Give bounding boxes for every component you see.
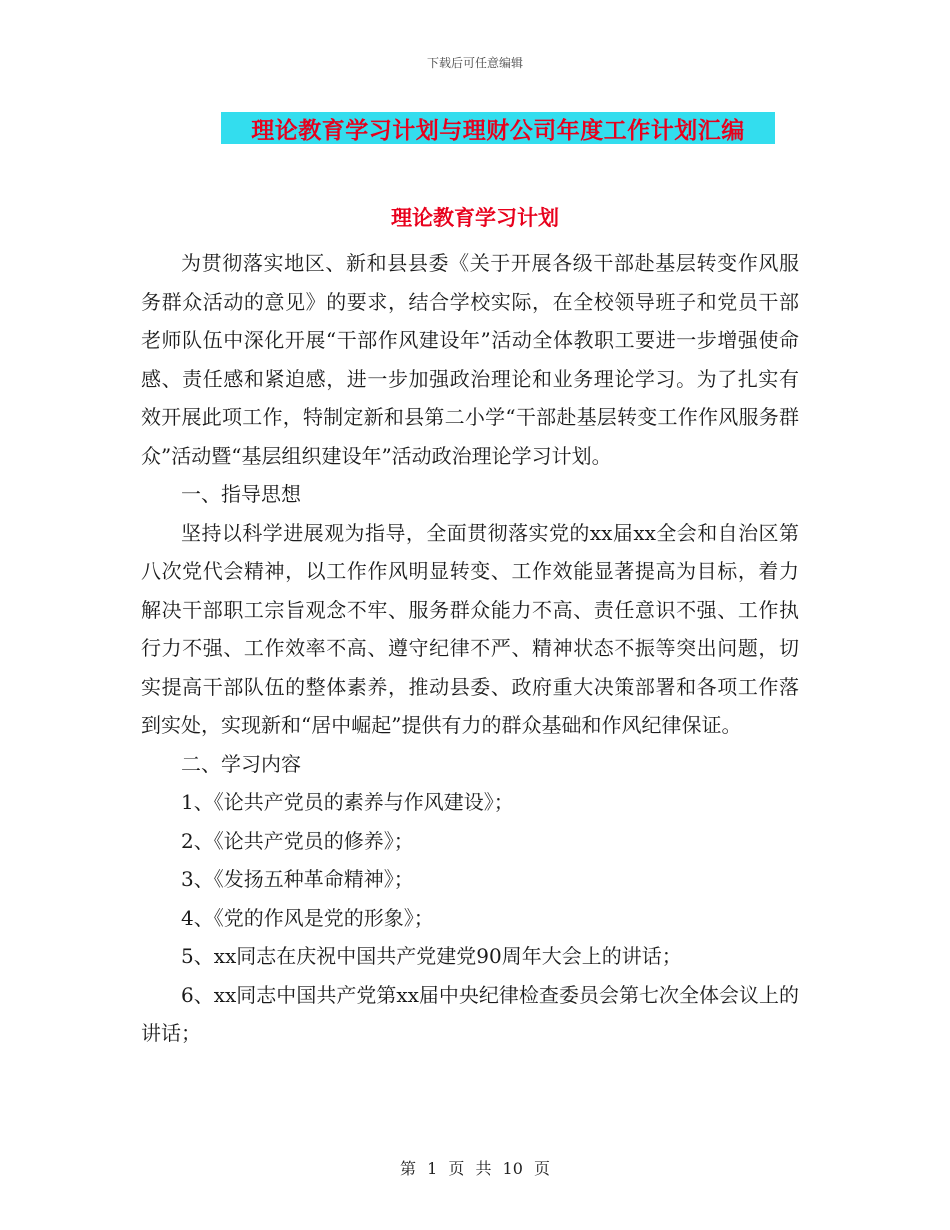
list-item: 5、xx同志在庆祝中国共产党建党90周年大会上的讲话；	[181, 944, 682, 968]
list-item: 1、《论共产党员的素养与作风建设》；	[181, 790, 514, 814]
document-body	[141, 244, 799, 1053]
header-note: 下载后可任意编辑	[426, 56, 523, 70]
heading-study-content: 二、学习内容	[181, 751, 301, 776]
document-title: 理论教育学习计划与理财公司年度工作计划汇编	[251, 116, 745, 144]
paragraph-guiding-thought: 坚持以科学进展观为指导，全面贯彻落实党的xx届xx全会和自治区第八次党代会精神，以工作作风明显转变、工作效能显著提高为目标，着力解决干部职工宗旨观念不牢、服务群众能力不高、责任意识不强、工作执行力不强、工作效率不高、遵守纪律不严、精神状态不振等突出问题，切实提高干部队伍的整体素养，推动县委、政府重大决策部署和各项工作落到实处，实现新和“居中崛起”提供有力的群众基础和作风纪律保证。	[141, 520, 799, 737]
heading-guiding-thought: 一、指导思想	[181, 482, 301, 506]
section-title: 理论教育学习计划	[391, 205, 559, 230]
paragraph-intro: 为贯彻落实地区、新和县县委《关于开展各级干部赴基层转变作风服务群众活动的意见》的要求，结合学校实际，在全校领导班子和党员干部老师队伍中深化开展“干部作风建设年”活动全体教职工要进一步增强使命感、责任感和紧迫感，进一步加强政治理论和业务理论学习。为了扎实有效开展此项工作，特制定新和县第二小学“干部赴基层转变工作作风服务群众”活动暨“基层组织建设年”活动政治理论学习计划。	[141, 251, 799, 468]
page-footer: 第 1 页 共 10 页	[400, 1159, 550, 1178]
list-item: 6、xx同志中国共产党第xx届中央纪律检查委员会第七次全体会议上的讲话；	[141, 982, 799, 1045]
document-title-highlight	[221, 112, 775, 144]
list-item: 4、《党的作风是党的形象》；	[181, 905, 434, 930]
list-item: 2、《论共产党员的修养》；	[181, 828, 414, 853]
list-item: 3、《发扬五种革命精神》；	[181, 867, 414, 891]
